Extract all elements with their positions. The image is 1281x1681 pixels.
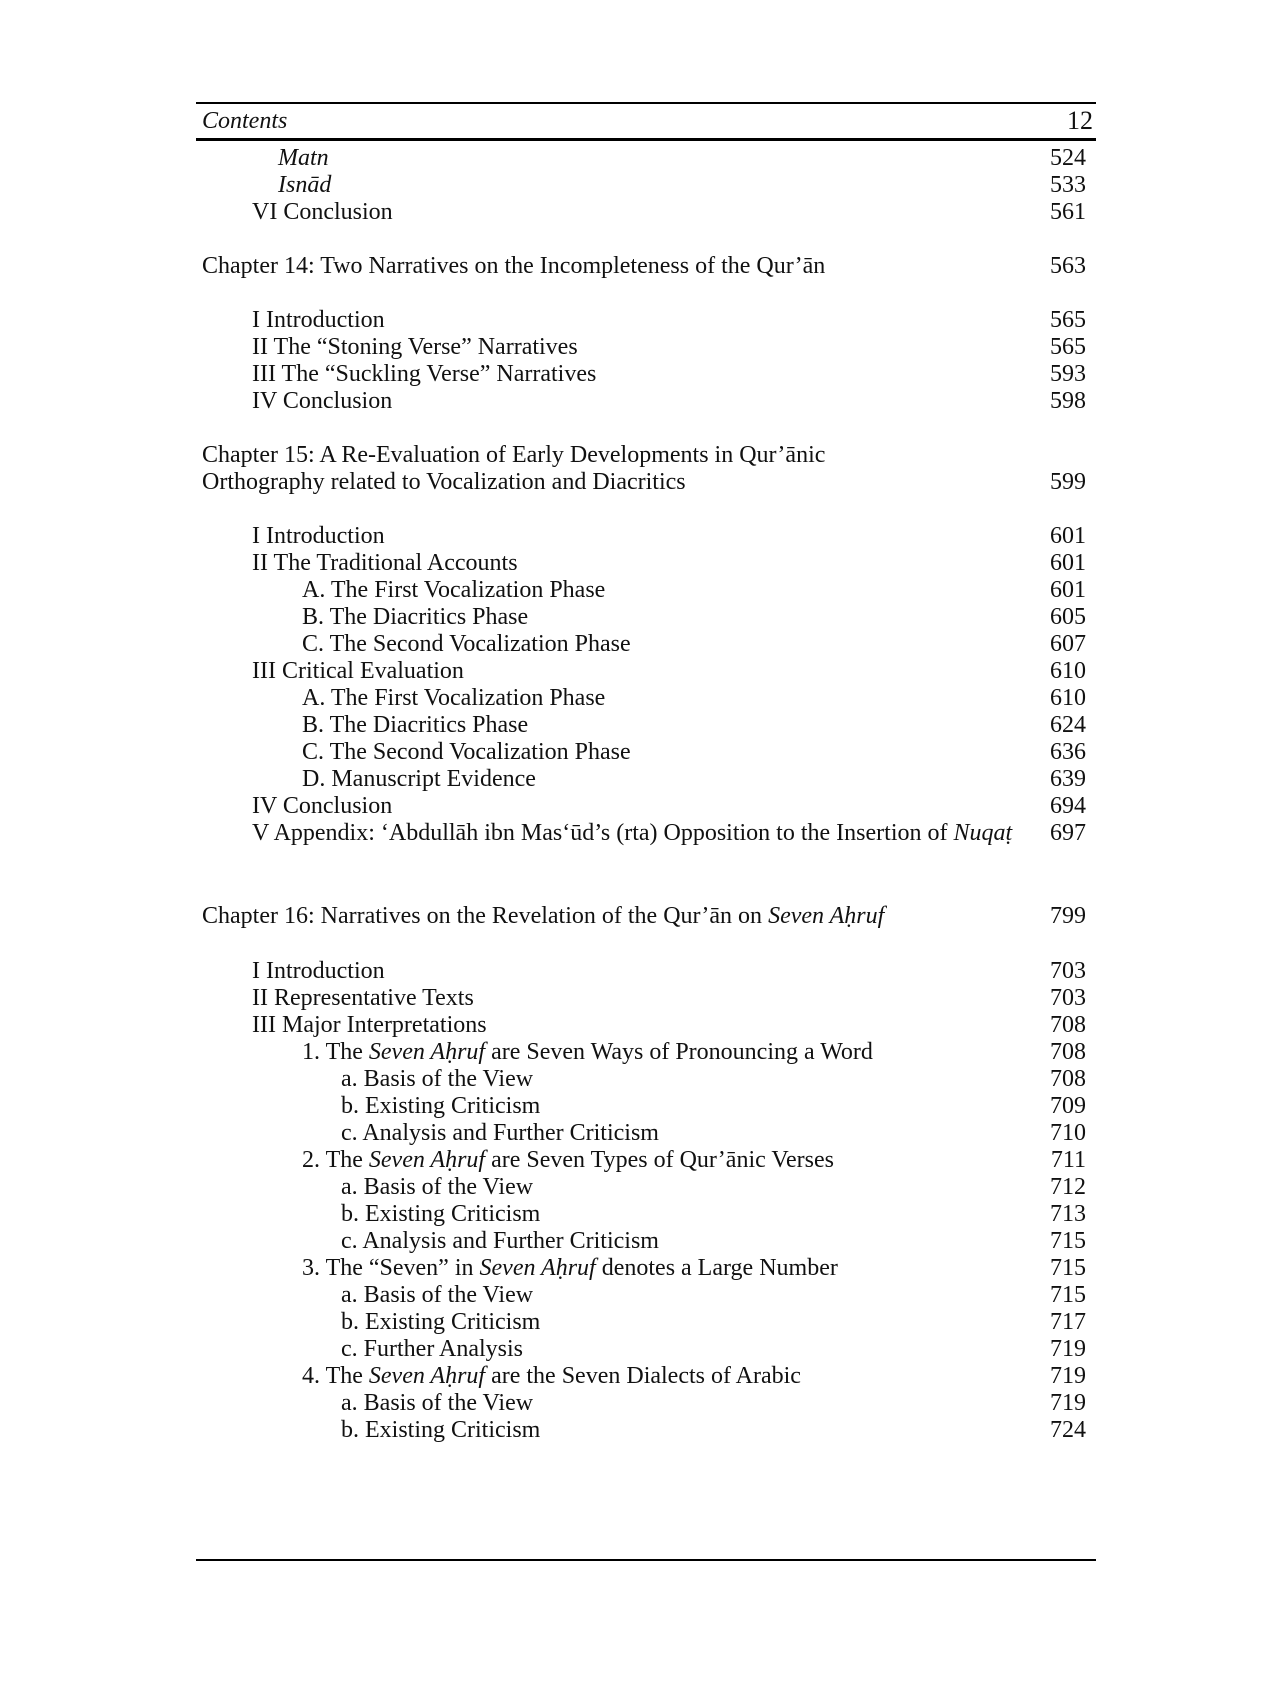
toc-entry-title: [341, 1390, 533, 1417]
toc-entry-page-number: 712: [1050, 1174, 1086, 1200]
toc-entry-title: [341, 1174, 533, 1201]
toc-entry-title: [252, 307, 385, 334]
toc-entry: [0, 1282, 1281, 1312]
toc-entry-page-number: 719: [1050, 1363, 1086, 1389]
toc-entry: [0, 1336, 1281, 1366]
toc-entry: [0, 253, 1281, 283]
header-bottom-rule: [196, 138, 1096, 141]
toc-entry-text: B. The Diacritics Phase: [302, 712, 529, 738]
toc-entry-text: are Seven Ways of Pronouncing a Word: [485, 1039, 873, 1065]
toc-entry-title: [302, 631, 631, 658]
toc-entry: [0, 1201, 1281, 1231]
toc-entry-text: VI Conclusion: [252, 199, 393, 225]
toc-entry: [0, 1120, 1281, 1150]
toc-entry: [0, 577, 1281, 607]
toc-entry-page-number: 710: [1050, 1120, 1086, 1146]
toc-entry: [0, 985, 1281, 1015]
toc-entry-page-number: 601: [1050, 523, 1086, 549]
toc-entry: [0, 1174, 1281, 1204]
toc-entry-title: [202, 469, 686, 496]
toc-entry: [0, 685, 1281, 715]
toc-entry: [0, 604, 1281, 634]
toc-entry: [0, 550, 1281, 580]
toc-entry-italic-text: Matn: [278, 145, 329, 171]
toc-entry-title: [341, 1066, 533, 1093]
toc-entry-italic-text: Isnād: [278, 172, 332, 198]
toc-entry-page-number: 533: [1050, 172, 1086, 198]
toc-entry: [0, 307, 1281, 337]
toc-entry-text: a. Basis of the View: [341, 1390, 534, 1416]
toc-entry-text: b. Existing Criticism: [341, 1417, 541, 1443]
toc-entry: [0, 793, 1281, 823]
toc-entry-text: Chapter 14: Two Narratives on the Incompleteness of the Qur’ān: [202, 253, 826, 279]
toc-entry: [0, 631, 1281, 661]
toc-entry-italic-text: Seven Aḥruf: [368, 1147, 486, 1173]
toc-entry-page-number: 697: [1050, 820, 1086, 846]
toc-entry-text: III Critical Evaluation: [252, 658, 464, 684]
toc-entry-page-number: 713: [1050, 1201, 1086, 1227]
toc-entry-text: c. Further Analysis: [341, 1336, 523, 1362]
toc-entry-page-number: 711: [1050, 1147, 1086, 1173]
toc-entry: [0, 1417, 1281, 1447]
toc-entry-title: [252, 958, 385, 985]
toc-entry-page-number: 636: [1050, 739, 1086, 765]
toc-entry-title: [252, 550, 518, 577]
toc-entry: [0, 199, 1281, 229]
toc-entry-page-number: 799: [1050, 903, 1086, 929]
toc-entry-title: [252, 1012, 487, 1039]
toc-entry-page-number: 703: [1050, 958, 1086, 984]
toc-entry-page-number: 715: [1050, 1282, 1086, 1308]
toc-entry-title: [302, 712, 528, 739]
toc-entry-text: IV Conclusion: [252, 388, 393, 414]
toc-entry-page-number: 598: [1050, 388, 1086, 414]
toc-entry-italic-text: Seven Aḥruf: [368, 1363, 486, 1389]
toc-entry-page-number: 719: [1050, 1336, 1086, 1362]
toc-entry-title: [302, 1147, 834, 1174]
toc-entry-page-number: 524: [1050, 145, 1086, 171]
toc-entry-page-number: 715: [1050, 1228, 1086, 1254]
toc-entry-title: [341, 1309, 540, 1336]
toc-entry-title: [252, 793, 392, 820]
toc-entry-text: a. Basis of the View: [341, 1282, 534, 1308]
toc-entry-page-number: 694: [1050, 793, 1086, 819]
toc-entry: [0, 1390, 1281, 1420]
toc-entry-title: [302, 1255, 838, 1282]
toc-entry-page-number: 601: [1050, 577, 1086, 603]
toc-entry-text: are Seven Types of Qur’ānic Verses: [485, 1147, 834, 1173]
toc-entry-text: I Introduction: [252, 307, 385, 333]
toc-entry: [0, 658, 1281, 688]
toc-entry-title: [341, 1120, 659, 1147]
toc-entry-title: [252, 820, 1012, 847]
toc-entry-text: are the Seven Dialects of Arabic: [485, 1363, 801, 1389]
toc-entry-text: II Representative Texts: [252, 985, 474, 1011]
toc-entry-text: Chapter 16: Narratives on the Revelation of the Qur’ān on: [202, 903, 769, 929]
toc-entry-text: II The Traditional Accounts: [252, 550, 518, 576]
toc-entry: [0, 1255, 1281, 1285]
toc-entry-page-number: 610: [1050, 658, 1086, 684]
toc-entry-title: [302, 766, 536, 793]
toc-entry: [0, 1147, 1281, 1177]
header-page-number: 12: [1067, 106, 1093, 135]
toc-entry-page-number: 708: [1050, 1066, 1086, 1092]
toc-entry-text: 4. The: [302, 1363, 369, 1389]
header-top-rule: [196, 102, 1096, 104]
toc-entry-title: [202, 903, 884, 930]
toc-entry-text: III The “Suckling Verse” Narratives: [252, 361, 597, 387]
toc-entry-page-number: 639: [1050, 766, 1086, 792]
toc-entry: [0, 334, 1281, 364]
toc-entry-page-number: 593: [1050, 361, 1086, 387]
toc-entry-title: [302, 685, 605, 712]
toc-entry-page-number: 563: [1050, 253, 1086, 279]
toc-entry-text: 2. The: [302, 1147, 369, 1173]
toc-entry-text: 1. The: [302, 1039, 369, 1065]
toc-entry-text: III Major Interpretations: [252, 1012, 487, 1038]
toc-entry-text: c. Analysis and Further Criticism: [341, 1228, 659, 1254]
toc-entry: [0, 523, 1281, 553]
toc-entry-page-number: 717: [1050, 1309, 1086, 1335]
toc-entry-title: [302, 604, 528, 631]
toc-entry: [0, 820, 1281, 850]
toc-entry-title: [252, 361, 596, 388]
toc-entry-text: b. Existing Criticism: [341, 1093, 541, 1119]
toc-entry-text: 3. The “Seven” in: [302, 1255, 480, 1281]
toc-entry: [0, 1363, 1281, 1393]
toc-entry-page-number: 708: [1050, 1012, 1086, 1038]
toc-entry-text: a. Basis of the View: [341, 1174, 534, 1200]
toc-entry-text: b. Existing Criticism: [341, 1309, 541, 1335]
toc-entry-title: [252, 388, 392, 415]
toc-entry: [0, 388, 1281, 418]
toc-entry-title: [278, 145, 329, 172]
toc-entry-text: Orthography related to Vocalization and Diacritics: [202, 469, 686, 495]
toc-entry-page-number: 624: [1050, 712, 1086, 738]
toc-entry-title: [302, 739, 631, 766]
toc-entry-title: [341, 1336, 523, 1363]
toc-entry-page-number: 605: [1050, 604, 1086, 630]
header-title: Contents: [202, 108, 288, 134]
toc-entry-title: [252, 334, 578, 361]
toc-entry-text: V Appendix: ‘Abdullāh ibn Mas‘ūd’s (rta) Opposition to the Insertion of: [252, 820, 954, 846]
toc-entry-italic-text: Seven Aḥruf: [479, 1255, 596, 1281]
toc-entry-page-number: 561: [1050, 199, 1086, 225]
toc-entry-page-number: 703: [1050, 985, 1086, 1011]
toc-entry-italic-text: Seven Aḥruf: [768, 903, 885, 929]
toc-entry-text: b. Existing Criticism: [341, 1201, 541, 1227]
toc-entry-text: a. Basis of the View: [341, 1066, 534, 1092]
toc-entry: [0, 442, 1281, 472]
toc-entry-page-number: 565: [1050, 334, 1086, 360]
toc-entry: [0, 172, 1281, 202]
toc-entry-title: [341, 1228, 659, 1255]
toc-entry: [0, 361, 1281, 391]
toc-entry: [0, 469, 1281, 499]
toc-entry-title: [278, 172, 331, 199]
toc-entry-title: [252, 523, 385, 550]
toc-entry-italic-text: Nuqaṭ: [953, 820, 1013, 846]
toc-entry-page-number: 599: [1050, 469, 1086, 495]
toc-entry-title: [202, 442, 825, 469]
toc-entry-page-number: 708: [1050, 1039, 1086, 1065]
toc-entry-page-number: 724: [1050, 1417, 1086, 1443]
toc-entry: [0, 1039, 1281, 1069]
toc-entry-title: [341, 1201, 540, 1228]
toc-entry: [0, 958, 1281, 988]
toc-entry-text: Chapter 15: A Re-Evaluation of Early Developments in Qur’ānic: [202, 442, 826, 468]
toc-entry-page-number: 607: [1050, 631, 1086, 657]
toc-entry: [0, 1012, 1281, 1042]
toc-entry: [0, 712, 1281, 742]
toc-entry-italic-text: Seven Aḥruf: [368, 1039, 486, 1065]
toc-entry-page-number: 610: [1050, 685, 1086, 711]
toc-entry-text: C. The Second Vocalization Phase: [302, 739, 631, 765]
toc-entry-title: [302, 577, 605, 604]
toc-entry-text: D. Manuscript Evidence: [302, 766, 536, 792]
toc-entry-title: [252, 985, 474, 1012]
toc-entry-title: [252, 658, 464, 685]
toc-entry: [0, 145, 1281, 175]
toc-entry-text: A. The First Vocalization Phase: [302, 685, 606, 711]
toc-entry: [0, 766, 1281, 796]
toc-entry: [0, 739, 1281, 769]
toc-entry-title: [341, 1417, 540, 1444]
toc-entry-title: [341, 1093, 540, 1120]
toc-entry-page-number: 719: [1050, 1390, 1086, 1416]
toc-entry: [0, 903, 1281, 933]
toc-entry: [0, 1309, 1281, 1339]
toc-entry-title: [341, 1282, 533, 1309]
toc-entry-title: [252, 199, 393, 226]
toc-entry-text: c. Analysis and Further Criticism: [341, 1120, 659, 1146]
toc-entry: [0, 1093, 1281, 1123]
toc-entry-text: II The “Stoning Verse” Narratives: [252, 334, 578, 360]
toc-entry: [0, 1228, 1281, 1258]
footer-rule: [196, 1559, 1096, 1561]
toc-entry-text: A. The First Vocalization Phase: [302, 577, 606, 603]
toc-entry-title: [302, 1363, 801, 1390]
toc-entry-text: I Introduction: [252, 523, 385, 549]
toc-entry-page-number: 715: [1050, 1255, 1086, 1281]
toc-entry-text: denotes a Large Number: [595, 1255, 838, 1281]
toc-entry-page-number: 601: [1050, 550, 1086, 576]
toc-entry-text: IV Conclusion: [252, 793, 393, 819]
running-header: [202, 106, 1093, 136]
toc-entry-page-number: 709: [1050, 1093, 1086, 1119]
toc-entry-page-number: 565: [1050, 307, 1086, 333]
toc-entry-text: I Introduction: [252, 958, 385, 984]
toc-entry-title: [302, 1039, 873, 1066]
toc-entry-text: C. The Second Vocalization Phase: [302, 631, 631, 657]
toc-entry-text: B. The Diacritics Phase: [302, 604, 529, 630]
toc-entry: [0, 1066, 1281, 1096]
toc-entry-title: [202, 253, 825, 280]
